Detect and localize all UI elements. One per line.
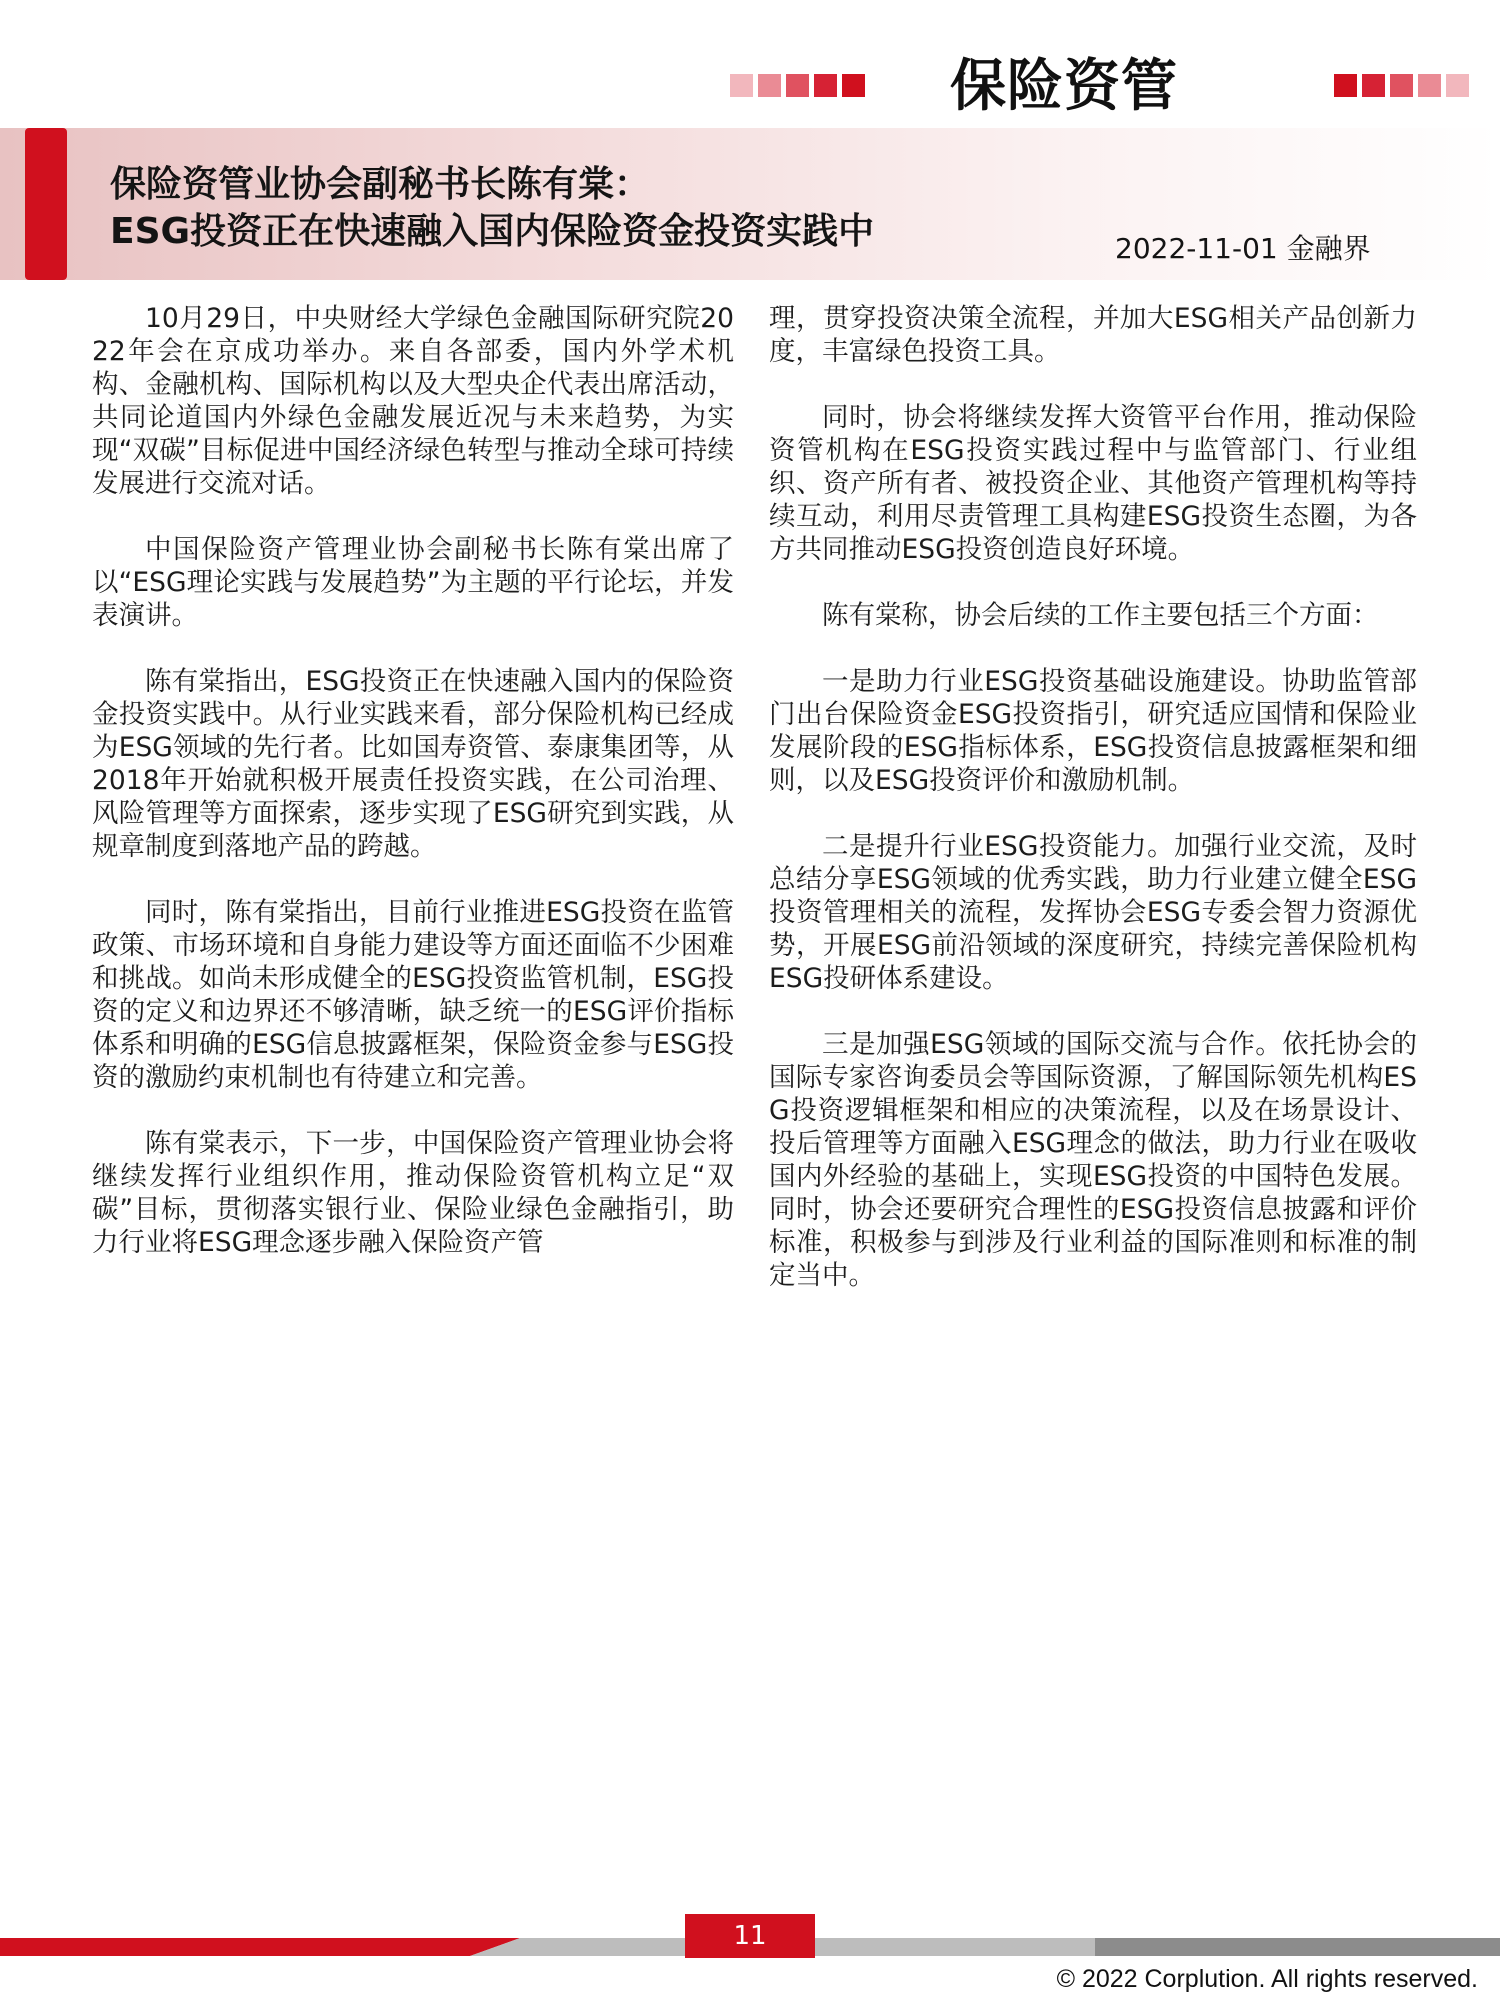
section-title: 保险资管 bbox=[950, 54, 1178, 119]
header-square-right-1 bbox=[1334, 74, 1357, 97]
article-title-line-1: 保险资管业协会副秘书长陈有棠： bbox=[110, 164, 651, 205]
paragraph: 陈有棠称，协会后续的工作主要包括三个方面： bbox=[822, 600, 1379, 631]
article-title-line-2: ESG投资正在快速融入国内保险资金投资实践中 bbox=[110, 211, 875, 252]
title-accent-bar bbox=[25, 128, 67, 280]
paragraph: 同时，协会将继续发挥大资管平台作用，推动保险资管机构在ESG投资实践过程中与监管部门、行业组织、资产所有者、被投资企业、其他资产管理机构等持续互动，利用尽责管理工具构建ESG投资生态圈，为各方共同推动ESG投资创造良好环境。 bbox=[769, 402, 1417, 565]
article-right-column bbox=[769, 302, 1417, 1322]
footer-red-stripe bbox=[0, 1938, 520, 1956]
header-square-right-3 bbox=[1390, 74, 1413, 97]
paragraph: 陈有棠表示，下一步，中国保险资产管理业协会将继续发挥行业组织作用，推动保险资管机构立足“双碳”目标，贯彻落实银行业、保险业绿色金融指引，助力行业将ESG理念逐步融入保险资产管 bbox=[92, 1128, 734, 1258]
paragraph-continuation: 理，贯穿投资决策全流程，并加大ESG相关产品创新力度，丰富绿色投资工具。 bbox=[769, 303, 1417, 367]
header-square-left-5 bbox=[842, 74, 865, 97]
header-square-right-2 bbox=[1362, 74, 1385, 97]
header-square-left-1 bbox=[730, 74, 753, 97]
header-square-right-5 bbox=[1446, 74, 1469, 97]
page-number: 11 bbox=[733, 1921, 767, 1951]
paragraph: 同时，陈有棠指出，目前行业推进ESG投资在监管政策、市场环境和自身能力建设等方面还面临不少困难和挑战。如尚未形成健全的ESG投资监管机制，ESG投资的定义和边界还不够清晰，缺乏统一的ESG评价指标体系和明确的ESG信息披露框架，保险资金参与ESG投资的激励约束机制也有待建立和完善。 bbox=[92, 897, 734, 1093]
article-date-source: 2022-11-01 金融界 bbox=[1115, 232, 1371, 265]
footer-dark-gray-block bbox=[1095, 1938, 1500, 1956]
paragraph: 陈有棠指出，ESG投资正在快速融入国内的保险资金投资实践中。从行业实践来看，部分保险机构已经成为ESG领域的先行者。比如国寿资管、泰康集团等，从2018年开始就积极开展责任投资实践，在公司治理、风险管理等方面探索，逐步实现了ESG研究到实践，从规章制度到落地产品的跨越。 bbox=[92, 666, 734, 862]
paragraph: 三是加强ESG领域的国际交流与合作。依托协会的国际专家咨询委员会等国际资源，了解国际领先机构ESG投资逻辑框架和相应的决策流程，以及在场景设计、投后管理等方面融入ESG理念的做法，助力行业在吸收国内外经验的基础上，实现ESG投资的中国特色发展。同时，协会还要研究合理性的ESG投资信息披露和评价标准，积极参与到涉及行业利益的国际准则和标准的制定当中。 bbox=[769, 1029, 1417, 1291]
paragraph: 10月29日，中央财经大学绿色金融国际研究院2022年会在京成功举办。来自各部委，国内外学术机构、金融机构、国际机构以及大型央企代表出席活动，共同论道国内外绿色金融发展近况与未来趋势，为实现“双碳”目标促进中国经济绿色转型与推动全球可持续发展进行交流对话。 bbox=[92, 303, 734, 499]
header-square-left-4 bbox=[814, 74, 837, 97]
header-square-left-3 bbox=[786, 74, 809, 97]
paragraph: 中国保险资产管理业协会副秘书长陈有棠出席了以“ESG理论实践与发展趋势”为主题的平行论坛，并发表演讲。 bbox=[92, 534, 734, 631]
header-square-left-2 bbox=[758, 74, 781, 97]
paragraph: 一是助力行业ESG投资基础设施建设。协助监管部门出台保险资金ESG投资指引，研究适应国情和保险业发展阶段的ESG指标体系，ESG投资信息披露框架和细则，以及ESG投资评价和激励机制。 bbox=[769, 666, 1417, 796]
header-square-right-4 bbox=[1418, 74, 1441, 97]
article-left-column bbox=[92, 302, 734, 1322]
copyright-notice: © 2022 Corplution. All rights reserved. bbox=[1056, 1965, 1478, 1993]
paragraph: 二是提升行业ESG投资能力。加强行业交流，及时总结分享ESG领域的优秀实践，助力行业建立健全ESG投资管理相关的流程，发挥协会ESG专委会智力资源优势，开展ESG前沿领域的深度研究，持续完善保险机构ESG投研体系建设。 bbox=[769, 831, 1417, 994]
